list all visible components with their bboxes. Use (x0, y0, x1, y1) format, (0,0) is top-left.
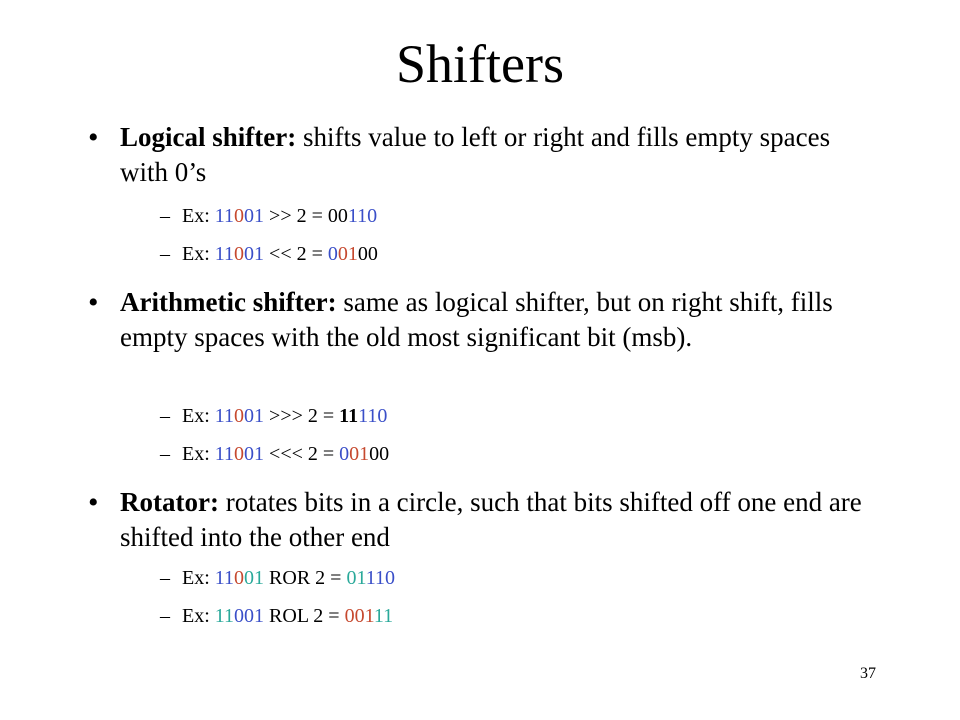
example-line (160, 203, 780, 229)
bullet-description: shifts value to left or right and fills empty spaces with 0’s (120, 122, 831, 187)
example-line (160, 403, 780, 429)
example-segment: 11 (214, 605, 235, 627)
example-segment: 0 (339, 443, 350, 465)
page-number: 37 (860, 665, 876, 682)
bullet-description: same as logical shifter, but on right shift, fills empty spaces with the old most significant bit (msb). (120, 287, 833, 352)
example-segment: 01 (244, 405, 265, 427)
bullet-arithmetic-shifter (88, 285, 880, 355)
example-segment: 11 (339, 405, 359, 427)
example-segment: 110 (358, 405, 388, 427)
dash-icon: – (160, 205, 170, 227)
example-segment: 01 (337, 243, 358, 265)
example-prefix: Ex: (182, 243, 215, 265)
dash-icon: – (160, 243, 170, 265)
dash-icon: – (160, 405, 170, 427)
example-segment: 0 (234, 205, 245, 227)
dash-icon: – (160, 567, 170, 589)
example-prefix: Ex: (182, 205, 215, 227)
bullet-label: Logical shifter: (120, 122, 297, 152)
example-segment: 110 (365, 567, 395, 589)
example-segment: 01 (244, 205, 265, 227)
bullet-label: Rotator: (120, 487, 219, 517)
example-segment: 00 (327, 205, 348, 227)
example-prefix: Ex: (182, 405, 215, 427)
bullet-text (120, 287, 833, 352)
example-segment: 01 (244, 567, 265, 589)
example-segment: << 2 = (264, 243, 328, 265)
example-segment: 001 (344, 605, 374, 627)
example-segment: 11 (373, 605, 394, 627)
example-segment: ROL 2 = (264, 605, 345, 627)
bullet-icon: • (88, 486, 99, 519)
example-segment: 01 (346, 567, 366, 589)
bullet-label: Arithmetic shifter: (120, 287, 337, 317)
example-segment: 0 (234, 405, 245, 427)
example-segment: 11 (214, 205, 235, 227)
example-segment: 0 (234, 567, 245, 589)
example-segment: 01 (244, 243, 265, 265)
example-prefix: Ex: (182, 567, 215, 589)
example-segment: <<< 2 = (264, 443, 340, 465)
example-segment: 00 (369, 443, 390, 465)
example-line (160, 441, 780, 467)
example-line (160, 241, 780, 267)
slide-title: Shifters (396, 34, 564, 94)
example-segment: 110 (347, 205, 378, 227)
example-segment: 11 (214, 243, 235, 265)
example-prefix: Ex: (182, 605, 215, 627)
dash-icon: – (160, 443, 170, 465)
bullet-logical-shifter (88, 120, 880, 190)
dash-icon: – (160, 605, 170, 627)
example-segment: 01 (349, 443, 370, 465)
example-segment: 0 (327, 243, 338, 265)
example-segment: >> 2 = (264, 205, 328, 227)
example-segment: 11 (214, 405, 235, 427)
example-line (160, 565, 780, 591)
example-prefix: Ex: (182, 443, 215, 465)
example-segment: 001 (234, 605, 265, 627)
bullet-icon: • (88, 121, 99, 154)
bullet-rotator (88, 485, 880, 555)
bullet-text (120, 122, 830, 187)
example-segment: >>> 2 = (264, 405, 340, 427)
bullet-icon: • (88, 286, 99, 319)
bullet-text (120, 487, 862, 552)
example-segment: 11 (214, 443, 235, 465)
example-segment: 0 (234, 243, 245, 265)
example-segment: ROR 2 = (264, 567, 347, 589)
bullet-description: rotates bits in a circle, such that bits shifted off one end are shifted into the other end (120, 487, 862, 552)
example-segment: 01 (244, 443, 265, 465)
example-segment: 11 (214, 567, 235, 589)
example-segment: 0 (234, 443, 245, 465)
example-segment: 00 (357, 243, 378, 265)
example-line (160, 603, 780, 629)
